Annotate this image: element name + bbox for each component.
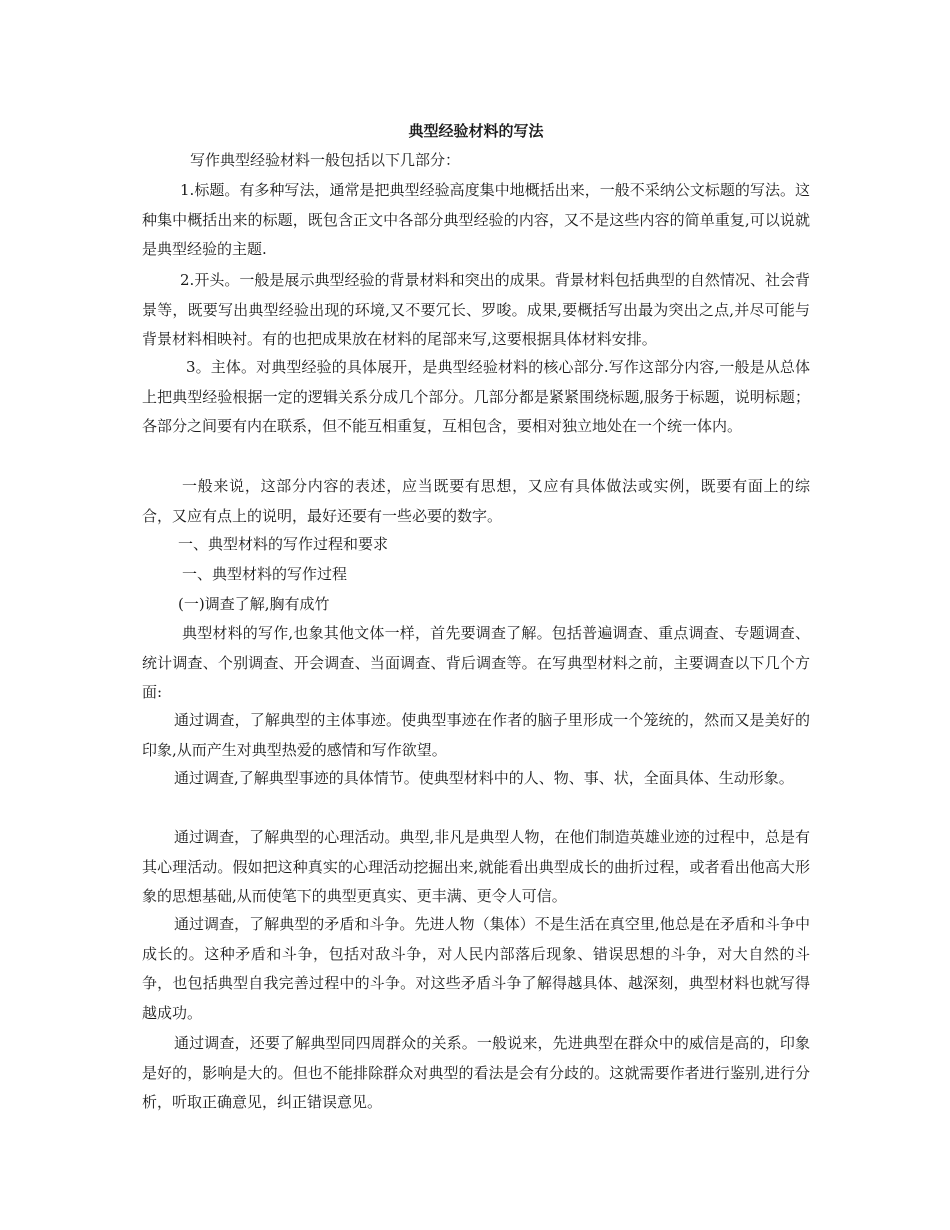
investigation-paragraph: 典型材料的写作,也象其他文体一样，首先要调查了解。包括普遍调查、重点调查、专题调查、统计调查、个别调查、开会调查、当面调查、背后调查等。在写典型材料之前，主要调查以下几个方面: [142,624,810,701]
details-paragraph: 通过调查,了解典型事迹的具体情节。使典型材料中的人、物、事、状，全面具体、生动形象。 [174,769,794,787]
section-body-paragraph: 3。主体。对典型经验的具体展开，是典型经验材料的核心部分.写作这部分内容,一般是从总体上把典型经验根据一定的逻辑关系分成几个部分。几部分都是紧紧围绕标题,服务于标题，说明标题；各部分之间要有内在联系，但不能互相重复，互相包含，要相对独立地处在一个统一体内。 [142,358,810,435]
intro-paragraph: 写作典型经验材料一般包括以下几部分： [190,151,461,169]
heading-investigation: (一)调查了解,胸有成竹 [178,595,330,613]
psychology-paragraph: 通过调查，了解典型的心理活动。典型,非凡是典型人物，在他们制造英雄业迹的过程中，总是有其心理活动。假如把这种真实的心理活动挖掘出来,就能看出典型成长的曲折过程，或者看出他高大形象的思想基础,从而使笔下的典型更真实、更丰满、更令人可信。 [142,828,810,905]
document-title: 典型经验材料的写法 [408,122,544,140]
heading-requirements: 一、典型材料的写作过程和要求 [178,535,389,553]
main-deeds-paragraph: 通过调查，了解典型的主体事迹。使典型事迹在作者的脑子里形成一个笼统的，然而又是美好的印象,从而产生对典型热爱的感情和写作欲望。 [142,711,810,759]
section-opening-paragraph: 2.开头。一般是展示典型经验的背景材料和突出的成果。背景材料包括典型的自然情况、社会背景等，既要写出典型经验出现的环境,又不要冗长、罗唆。成果,要概括写出最为突出之点,并尽可能与背景材料相映衬。有的也把成果放在材料的尾部来写,这要根据具体材料安排。 [142,271,810,348]
general-paragraph: 一般来说，这部分内容的表述，应当既要有思想，又应有具体做法或实例，既要有面上的综合，又应有点上的说明，最好还要有一些必要的数字。 [142,477,810,525]
heading-process: 一、典型材料的写作过程 [182,565,348,583]
section-title-paragraph: 1.标题。有多种写法，通常是把典型经验高度集中地概括出来，一般不采纳公文标题的写法。这种集中概括出来的标题，既包含正文中各部分典型经验的内容，又不是这些内容的简单重复,可以说就是典型经验的主题. [142,181,810,258]
conflict-paragraph: 通过调查，了解典型的矛盾和斗争。先进人物（集体）不是生活在真空里,他总是在矛盾和斗争中成长的。这种矛盾和斗争，包括对敌斗争，对人民内部落后现象、错误思想的斗争，对大自然的斗争，也包括典型自我完善过程中的斗争。对这些矛盾斗争了解得越具体、越深刻，典型材料也就写得越成功。 [142,915,810,1022]
relations-paragraph: 通过调查，还要了解典型同四周群众的关系。一般说来，先进典型在群众中的威信是高的，印象是好的，影响是大的。但也不能排除群众对典型的看法是会有分歧的。这就需要作者进行鉴别,进行分析，听取正确意见，纠正错误意见。 [142,1034,810,1111]
